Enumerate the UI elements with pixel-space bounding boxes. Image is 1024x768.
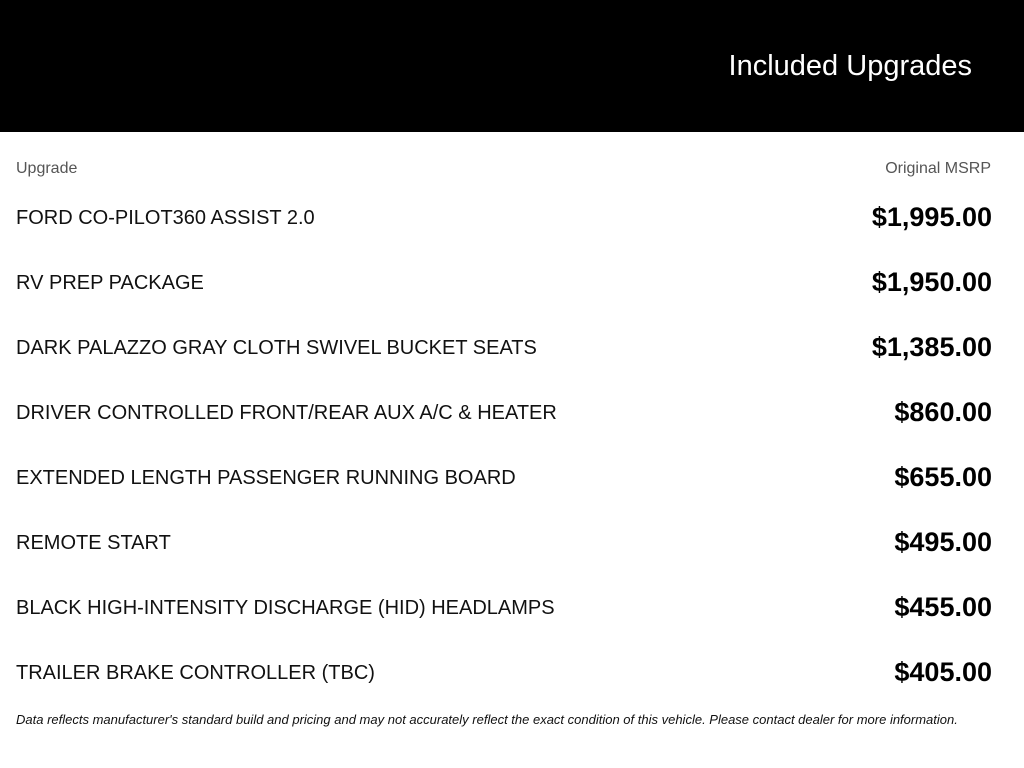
upgrade-price: $495.00 bbox=[894, 527, 992, 557]
upgrade-row bbox=[16, 390, 992, 455]
upgrade-price: $405.00 bbox=[894, 657, 992, 687]
upgrade-name: RV PREP PACKAGE bbox=[16, 272, 204, 294]
upgrade-name: EXTENDED LENGTH PASSENGER RUNNING BOARD bbox=[16, 467, 516, 489]
upgrade-name: FORD CO-PILOT360 ASSIST 2.0 bbox=[16, 207, 315, 229]
upgrade-row bbox=[16, 585, 992, 650]
upgrade-name: REMOTE START bbox=[16, 532, 171, 554]
disclaimer-text: Data reflects manufacturer's standard build and pricing and may not accurately reflect the exact condition of this vehicle. Please contact dealer for more information. bbox=[16, 712, 958, 727]
upgrade-name: BLACK HIGH-INTENSITY DISCHARGE (HID) HEADLAMPS bbox=[16, 597, 555, 619]
header-banner bbox=[0, 0, 1024, 132]
upgrade-price: $860.00 bbox=[894, 397, 992, 427]
upgrade-price: $455.00 bbox=[894, 592, 992, 622]
column-header-msrp: Original MSRP bbox=[885, 160, 991, 177]
column-headers bbox=[16, 160, 991, 180]
upgrade-price: $1,995.00 bbox=[871, 202, 992, 232]
upgrade-row bbox=[16, 325, 992, 390]
upgrade-row bbox=[16, 260, 992, 325]
upgrade-price: $655.00 bbox=[894, 462, 992, 492]
upgrade-price: $1,385.00 bbox=[871, 332, 992, 362]
upgrade-name: DARK PALAZZO GRAY CLOTH SWIVEL BUCKET SEATS bbox=[16, 337, 537, 359]
upgrade-name: TRAILER BRAKE CONTROLLER (TBC) bbox=[16, 662, 375, 684]
upgrade-row bbox=[16, 195, 992, 260]
page-title: Included Upgrades bbox=[728, 50, 972, 82]
upgrades-list bbox=[16, 195, 992, 715]
column-header-upgrade: Upgrade bbox=[16, 160, 78, 177]
upgrade-row bbox=[16, 520, 992, 585]
upgrade-name: DRIVER CONTROLLED FRONT/REAR AUX A/C & HEATER bbox=[16, 402, 557, 424]
upgrade-row bbox=[16, 650, 992, 715]
upgrade-price: $1,950.00 bbox=[871, 267, 992, 297]
upgrade-row bbox=[16, 455, 992, 520]
